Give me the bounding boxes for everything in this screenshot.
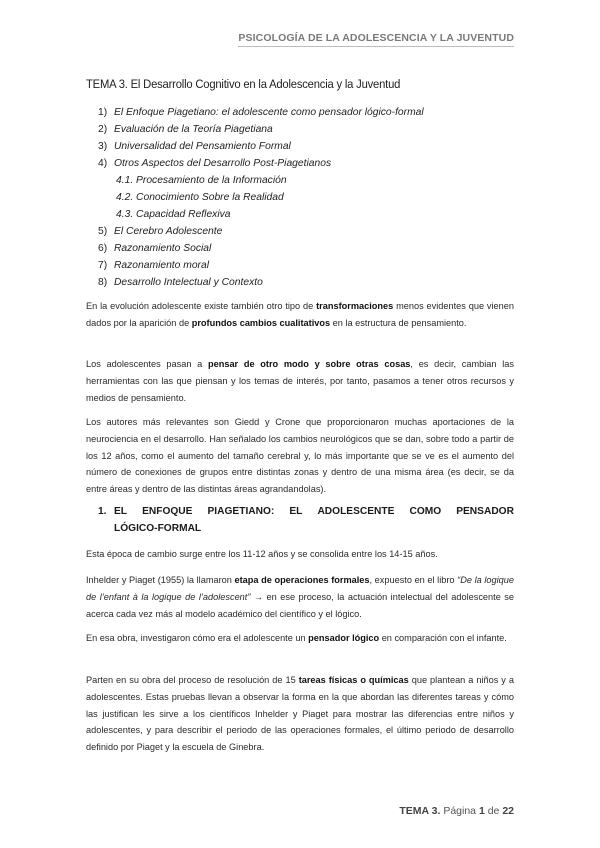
page-footer: TEMA 3. Página 1 de 22: [399, 805, 514, 817]
toc-item: 4) Otros Aspectos del Desarrollo Post-Piagetianos: [98, 158, 332, 169]
paragraph-authors: Los autores más relevantes son Giedd y Crone que proporcionaron muchas aportaciones de la neurociencia en el desarrollo. Han señalado los cambios neurológicos que se dan, sobre todo a partir de los 12 años, como el aumento del tamaño cerebral y, lo más importante que se ve es el aumento del número de conexiones de grupos entre distintas zonas y dentro de una misma área (es decir, se da entre áreas y dentro de las distintas áreas agrandandolas).: [86, 417, 514, 495]
paragraph-logic: En esa obra, investigaron cómo era el adolescente un pensador lógico en comparación con el infante.: [86, 633, 507, 643]
toc-item: 1) El Enfoque Piagetiano: el adolescente como pensador lógico-formal: [98, 107, 424, 118]
section-heading: 1. EL ENFOQUE PIAGETIANO: EL ADOLESCENTE COMO PENSADOR LÓGICO-FORMAL: [98, 506, 514, 534]
toc-item: 6) Razonamiento Social: [98, 243, 212, 254]
paragraph-think: Los adolescentes pasan a pensar de otro modo y sobre otras cosas, es decir, cambian las herramientas con las que piensan y los temas de interés, por tanto, pasamos a tener otros recursos y medios de pensamiento.: [86, 359, 514, 403]
table-of-contents: [98, 104, 424, 291]
toc-item: 7) Razonamiento moral: [98, 260, 210, 271]
page-title: TEMA 3. El Desarrollo Cognitivo en la Adolescencia y la Juventud: [86, 77, 401, 91]
toc-item: 2) Evaluación de la Teoría Piagetiana: [98, 124, 273, 135]
paragraph-inhelder: Inhelder y Piaget (1955) la llamaron etapa de operaciones formales, expuesto en el libro “De la logique de l’enfant à la logique de l’adolescent” → en ese proceso, la actuación intelectual del adolescente se acerca cada vez más al modelo académico del científico y el lógico.: [86, 575, 514, 619]
toc-subitem: 4.1. Procesamiento de la Información: [116, 175, 287, 186]
toc-subitem: 4.2. Conocimiento Sobre la Realidad: [116, 192, 284, 203]
toc-item: 5) El Cerebro Adolescente: [98, 226, 223, 237]
toc-item: 8) Desarrollo Intelectual y Contexto: [98, 277, 263, 288]
paragraph-tasks: Parten en su obra del proceso de resolución de 15 tareas físicas o químicas que plantean a niños y a adolescentes. Estas pruebas llevan a observar la forma en la que abordan las diferentes tareas y cómo las justifican les sirve a los científicos Inhelder y Piaget para mostrar las diferencias entre niños y adolescentes, y para describir el periodo de las operaciones formales, el último periodo de desarrollo definido por Piaget y la escuela de Ginebra.: [86, 675, 514, 753]
paragraph-age: Esta época de cambio surge entre los 11-12 años y se consolida entre los 14-15 años.: [86, 549, 438, 559]
toc-subitem: 4.3. Capacidad Reflexiva: [116, 209, 231, 220]
toc-item: 3) Universalidad del Pensamiento Formal: [98, 141, 291, 152]
running-header: PSICOLOGÍA DE LA ADOLESCENCIA Y LA JUVENTUD: [238, 32, 514, 47]
paragraph-intro: En la evolución adolescente existe también otro tipo de transformaciones menos evidentes que vienen dados por la aparición de profundos cambios cualitativos en la estructura de pensamiento.: [86, 301, 514, 328]
